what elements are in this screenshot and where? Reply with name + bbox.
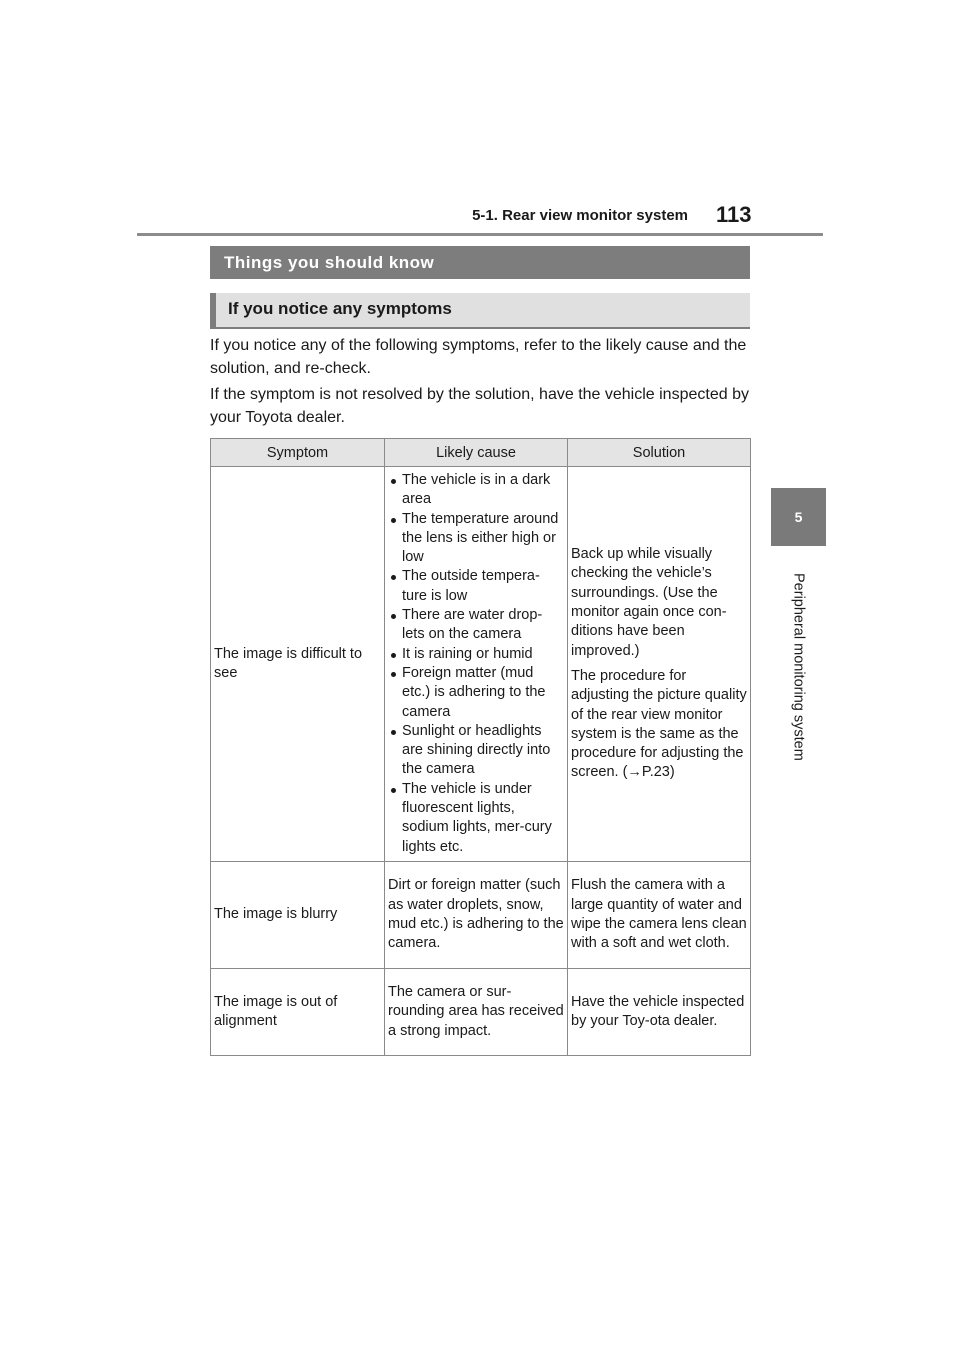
column-header-symptom: Symptom — [211, 439, 385, 467]
page-number: 113 — [716, 202, 752, 227]
column-header-solution: Solution — [568, 439, 751, 467]
symptom-cell: The image is blurry — [211, 861, 385, 968]
table-row — [211, 467, 751, 862]
list-item: There are water drop-lets on the camera — [388, 606, 564, 645]
list-item: Foreign matter (mud etc.) is adhering to the camera — [388, 664, 564, 722]
header-divider — [137, 233, 823, 236]
solution-cell: Flush the camera with a large quantity of water and wipe the camera lens clean with a soft and wet cloth. — [568, 861, 751, 968]
table-row — [211, 968, 751, 1055]
table-header-row — [211, 439, 751, 467]
intro-paragraph: If you notice any of the following symptoms, refer to the likely cause and the solution, and re-check. — [210, 337, 747, 377]
solution-cell: Have the vehicle inspected by your Toy-ota dealer. — [568, 968, 751, 1055]
solution-cell — [568, 467, 751, 862]
list-item: The vehicle is in a dark area — [388, 471, 564, 510]
cause-cell — [385, 467, 568, 862]
resolution-paragraph: If the symptom is not resolved by the solution, have the vehicle inspected by your Toyota dealer. — [210, 386, 749, 426]
cause-cell: Dirt or foreign matter (such as water droplets, snow, mud etc.) is adhering to the camera. — [385, 861, 568, 968]
cause-list — [388, 471, 564, 857]
symptom-cell: The image is difficult to see — [211, 467, 385, 862]
solution-text: The procedure for adjusting the picture quality of the rear view monitor system is the same as the procedure for adjusting the screen. (→P.23) — [571, 667, 747, 781]
symptom-table — [210, 438, 750, 1056]
list-item: The vehicle is under fluorescent lights, sodium lights, mer-cury lights etc. — [388, 780, 564, 857]
sub-heading: If you notice any symptoms — [210, 293, 750, 329]
chapter-label — [771, 552, 826, 782]
cause-cell: The camera or sur-rounding area has received a strong impact. — [385, 968, 568, 1055]
list-item: The temperature around the lens is either high or low — [388, 510, 564, 568]
chapter-label-text: Peripheral monitoring system — [790, 573, 807, 761]
chapter-tab — [771, 488, 826, 546]
column-header-cause: Likely cause — [385, 439, 568, 467]
main-heading: Things you should know — [210, 246, 750, 279]
solution-text: Back up while visually checking the vehicle’s surroundings. (Use the monitor again once con-ditions have been improved.) — [571, 546, 727, 659]
table-row — [211, 861, 751, 968]
list-item: Sunlight or headlights are shining directly into the camera — [388, 722, 564, 780]
list-item: The outside tempera-ture is low — [388, 567, 564, 606]
symptom-cell: The image is out of alignment — [211, 968, 385, 1055]
list-item: It is raining or humid — [388, 645, 564, 664]
section-title: 5-1. Rear view monitor system — [472, 207, 688, 224]
chapter-number: 5 — [794, 509, 803, 525]
